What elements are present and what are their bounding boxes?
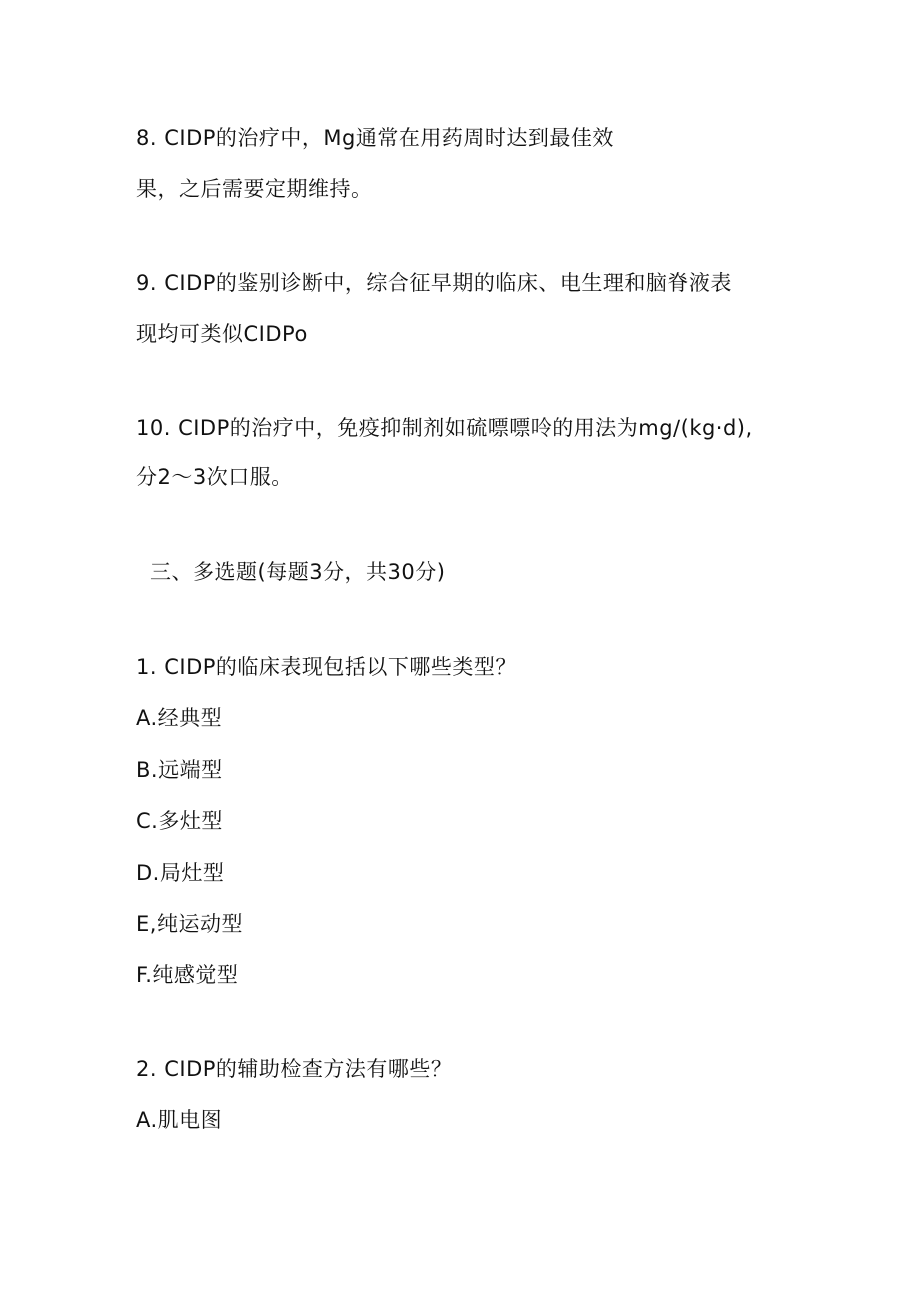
option-a: A.经典型 [136,706,223,730]
question-8-line-1: 8. CIDP的治疗中，Mg通常在用药周时达到最佳效 [136,126,614,150]
question-10-line-1: 10. CIDP的治疗中，免疫抑制剂如硫嘌嘌呤的用法为mg∕(kg·d), [136,416,753,440]
question-9-line-2: 现均可类似CIDPo [136,322,308,346]
question-10-line-2: 分2～3次口服。 [136,465,293,489]
multi-question-1: 1. CIDP的临床表现包括以下哪些类型？ [136,655,517,679]
option-e: E,纯运动型 [136,912,243,936]
option-f: F.纯感觉型 [136,963,239,987]
section-heading: 三、多选题(每题3分，共30分) [150,560,446,584]
question-9-line-1: 9. CIDP的鉴别诊断中，综合征早期的临床、电生理和脑脊液表 [136,271,732,295]
option-a: A.肌电图 [136,1108,223,1132]
option-d: D.局灶型 [136,861,225,885]
option-b: B.远端型 [136,758,223,782]
option-c: C.多灶型 [136,809,223,833]
question-8-line-2: 果，之后需要定期维持。 [136,177,373,201]
multi-question-2: 2. CIDP的辅助检查方法有哪些？ [136,1057,453,1081]
